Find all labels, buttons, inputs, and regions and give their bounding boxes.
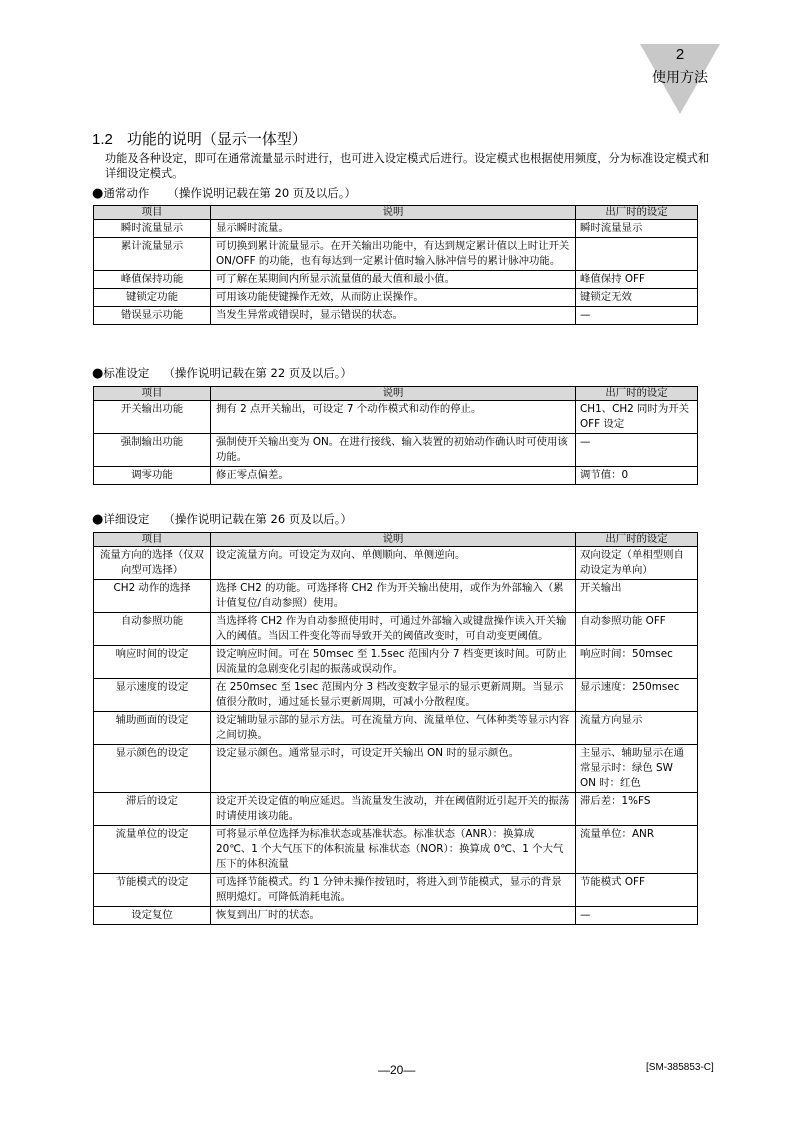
item-cell: 开关输出功能 (94, 401, 211, 434)
item-cell: CH2 动作的选择 (94, 580, 211, 613)
desc-cell: 可用该功能使键操作无效，从而防止误操作。 (211, 289, 576, 307)
desc-cell: 修正零点偏差。 (211, 467, 576, 485)
default-cell: 键锁定无效 (576, 289, 698, 307)
table-row (94, 646, 698, 679)
detail-table (93, 532, 698, 925)
intro-paragraph: 功能及各种设定，即可在通常流量显示时进行，也可进入设定模式后进行。设定模式也根据使用频度，分为标准设定模式和详细设定模式。 (105, 152, 710, 180)
desc-cell: 设定响应时间。可在 50msec 至 1.5sec 范围内分 7 档变更该时间。可防止因流量的急剧变化引起的振荡或误动作。 (211, 646, 576, 679)
section-number: 1.2 (92, 131, 113, 148)
bullet: ● (92, 186, 104, 201)
standard-section-heading (92, 366, 352, 381)
normal-note: （操作说明记载在第 20 页及以后。） (167, 186, 357, 200)
default-cell: 自动参照功能 OFF (576, 613, 698, 646)
item-cell: 辅助画面的设定 (94, 712, 211, 745)
desc-cell: 当发生异常或错误时，显示错误的状态。 (211, 307, 576, 325)
default-cell: — (576, 434, 698, 467)
default-cell: 滞后差：1%FS (576, 793, 698, 826)
item-cell: 响应时间的设定 (94, 646, 211, 679)
standard-note: （操作说明记载在第 22 页及以后。） (163, 366, 353, 380)
table-row (94, 826, 698, 874)
desc-cell: 设定显示颜色。通常显示时，可设定开关输出 ON 时的显示颜色。 (211, 745, 576, 793)
table-row (94, 220, 698, 238)
col-header-item: 项目 (94, 387, 211, 401)
desc-cell: 当选择将 CH2 作为自动参照使用时，可通过外部输入或键盘操作读入开关输入的阈值。当因工件变化等而导致开关的阈值改变时，可自动变更阈值。 (211, 613, 576, 646)
table-row (94, 547, 698, 580)
default-cell: 流量方向显示 (576, 712, 698, 745)
desc-cell: 可选择节能模式。约 1 分钟未操作按钮时，将进入到节能模式，显示的背景照明熄灯。可降低消耗电流。 (211, 874, 576, 907)
table-row (94, 580, 698, 613)
col-header-default: 出厂时的设定 (576, 387, 698, 401)
table-row (94, 613, 698, 646)
document-code: [SM-385853-C] (646, 1062, 714, 1073)
desc-cell: 选择 CH2 的功能。可选择将 CH2 作为开关输出使用，或作为外部输入（累计值复位/自动参照）使用。 (211, 580, 576, 613)
bullet: ● (92, 366, 104, 381)
section-title: 功能的说明（显示一体型） (126, 130, 307, 148)
table-row (94, 679, 698, 712)
default-cell: 主显示、辅助显示在通常显示时：绿色 SW ON 时：红色 (576, 745, 698, 793)
item-cell: 错误显示功能 (94, 307, 211, 325)
item-cell: 调零功能 (94, 467, 211, 485)
desc-cell: 设定开关设定值的响应延迟。当流量发生波动，并在阈值附近引起开关的振荡时请使用该功能。 (211, 793, 576, 826)
item-cell: 节能模式的设定 (94, 874, 211, 907)
item-cell: 自动参照功能 (94, 613, 211, 646)
table-row (94, 434, 698, 467)
normal-title: 通常动作 (103, 186, 150, 200)
col-header-desc: 说明 (211, 387, 576, 401)
item-cell: 瞬时流量显示 (94, 220, 211, 238)
item-cell: 设定复位 (94, 907, 211, 925)
item-cell: 滞后的设定 (94, 793, 211, 826)
default-cell: 响应时间：50msec (576, 646, 698, 679)
default-cell: 流量单位：ANR (576, 826, 698, 874)
detail-note: （操作说明记载在第 26 页及以后。） (163, 512, 353, 526)
default-cell: — (576, 307, 698, 325)
desc-cell: 可了解在某期间内所显示流量值的最大值和最小值。 (211, 271, 576, 289)
col-header-desc: 说明 (211, 206, 576, 220)
item-cell: 显示速度的设定 (94, 679, 211, 712)
col-header-item: 项目 (94, 533, 211, 547)
normal-section-heading (92, 186, 356, 201)
page-number: —20— (378, 1063, 416, 1077)
standard-table (93, 386, 698, 485)
col-header-default: 出厂时的设定 (576, 533, 698, 547)
table-row (94, 793, 698, 826)
bullet: ● (92, 512, 104, 527)
normal-table (93, 205, 698, 325)
default-cell: 双向设定（单相型则自动设定为单向） (576, 547, 698, 580)
desc-cell: 拥有 2 点开关输出，可设定 7 个动作模式和动作的停止。 (211, 401, 576, 434)
col-header-default: 出厂时的设定 (576, 206, 698, 220)
table-row (94, 467, 698, 485)
desc-cell: 可将显示单位选择为标准状态或基准状态。标准状态（ANR）：换算成 20℃、1 个大气压下的体积流量 标准状态（NOR）：换算成 0℃、1 个大气压下的体积流量 (211, 826, 576, 874)
item-cell: 流量单位的设定 (94, 826, 211, 874)
standard-title: 标准设定 (103, 366, 150, 380)
table-row (94, 712, 698, 745)
table-row (94, 874, 698, 907)
chapter-number: 2 (675, 46, 685, 63)
desc-cell: 可切换到累计流量显示。在开关输出功能中，有达到规定累计值以上时让开关 ON/OFF 的功能，也有每达到一定累计值时输入脉冲信号的累计脉冲功能。 (211, 238, 576, 271)
detail-title: 详细设定 (103, 512, 150, 526)
desc-cell: 显示瞬时流量。 (211, 220, 576, 238)
table-row (94, 307, 698, 325)
col-header-item: 项目 (94, 206, 211, 220)
default-cell: — (576, 907, 698, 925)
table-row (94, 745, 698, 793)
desc-cell: 在 250msec 至 1sec 范围内分 3 档改变数字显示的显示更新周期。当显示值很分散时，通过延长显示更新周期，可减小分散程度。 (211, 679, 576, 712)
table-row (94, 271, 698, 289)
default-cell: CH1、CH2 同时为开关 OFF 设定 (576, 401, 698, 434)
default-cell (576, 238, 698, 271)
desc-cell: 设定辅助显示部的显示方法。可在流量方向、流量单位、气体种类等显示内容之间切换。 (211, 712, 576, 745)
table-row (94, 238, 698, 271)
default-cell: 峰值保持 OFF (576, 271, 698, 289)
desc-cell: 设定流量方向。可设定为双向、单侧顺向、单侧逆向。 (211, 547, 576, 580)
default-cell: 开关输出 (576, 580, 698, 613)
default-cell: 调节值：0 (576, 467, 698, 485)
chapter-tab (640, 44, 720, 114)
table-row (94, 401, 698, 434)
default-cell: 节能模式 OFF (576, 874, 698, 907)
col-header-desc: 说明 (211, 533, 576, 547)
item-cell: 键锁定功能 (94, 289, 211, 307)
table-row (94, 907, 698, 925)
default-cell: 瞬时流量显示 (576, 220, 698, 238)
default-cell: 显示速度：250msec (576, 679, 698, 712)
detail-section-heading (92, 512, 352, 527)
desc-cell: 恢复到出厂时的状态。 (211, 907, 576, 925)
section-heading (92, 128, 307, 149)
item-cell: 峰值保持功能 (94, 271, 211, 289)
chapter-label: 使用方法 (652, 70, 708, 86)
item-cell: 累计流量显示 (94, 238, 211, 271)
desc-cell: 强制使开关输出变为 ON。在进行接线、输入装置的初始动作确认时可使用该功能。 (211, 434, 576, 467)
table-row (94, 289, 698, 307)
item-cell: 显示颜色的设定 (94, 745, 211, 793)
item-cell: 流量方向的选择（仅双向型可选择） (94, 547, 211, 580)
item-cell: 强制输出功能 (94, 434, 211, 467)
